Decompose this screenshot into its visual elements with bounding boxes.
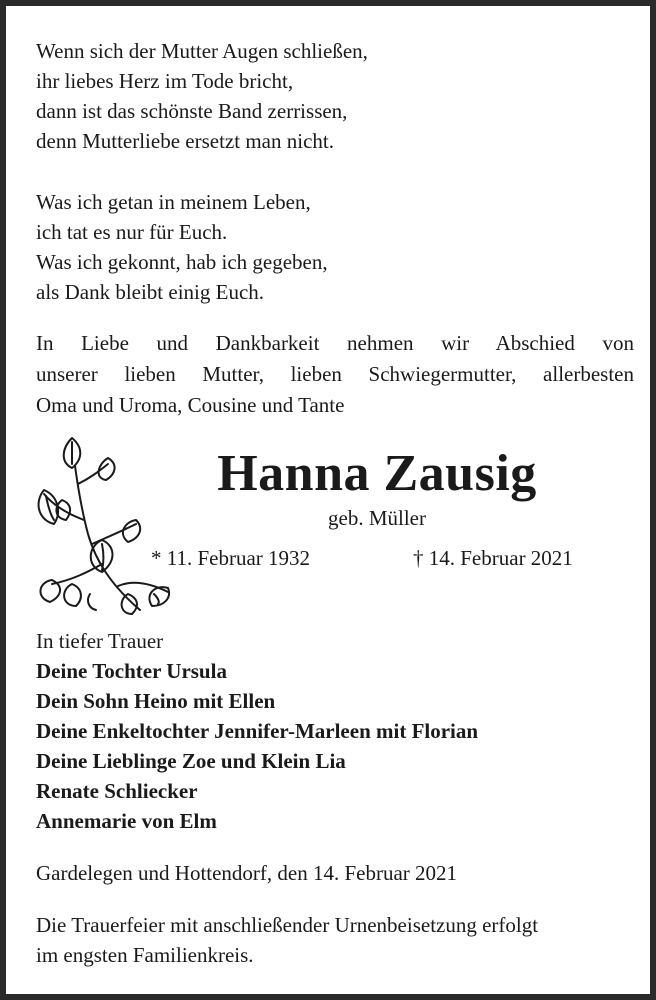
funeral-service-note: [36, 910, 636, 970]
poem-line: als Dank bleibt einig Euch.: [36, 280, 265, 304]
poem-line: ich tat es nur für Euch.: [36, 220, 228, 244]
intro-line: In Liebe und Dankbarkeit nehmen wir Abschied von: [36, 331, 634, 355]
intro-line: Oma und Uroma, Cousine und Tante: [36, 393, 345, 417]
poem-line: Was ich getan in meinem Leben,: [36, 190, 311, 214]
poem-line: ihr liebes Herz im Tode bricht,: [36, 69, 294, 93]
deceased-name: Hanna Zausig: [217, 445, 537, 502]
mourner-name: Deine Tochter Ursula: [36, 659, 227, 683]
mourner-name: Renate Schliecker: [36, 779, 198, 803]
poem-line: denn Mutterliebe ersetzt man nicht.: [36, 129, 334, 153]
place-and-date: Gardelegen und Hottendorf, den 14. Februar 2021: [36, 861, 458, 885]
mourner-name: Dein Sohn Heino mit Ellen: [36, 689, 276, 713]
birth-name: geb. Müller: [328, 506, 426, 530]
birth-date: * 11. Februar 1932: [151, 546, 311, 570]
poem-line: Was ich gekonnt, hab ich gegeben,: [36, 250, 328, 274]
poem-stanza-1: [36, 36, 636, 156]
service-line: im engsten Familienkreis.: [36, 943, 254, 967]
intro-line: unserer lieben Mutter, lieben Schwiegermutter, allerbesten: [36, 362, 634, 386]
farewell-intro: [36, 328, 634, 421]
poem-line: dann ist das schönste Band zerrissen,: [36, 99, 348, 123]
mourner-name: Deine Enkeltochter Jennifer-Marleen mit Florian: [36, 719, 479, 743]
mourner-name: Annemarie von Elm: [36, 809, 217, 833]
death-date: † 14. Februar 2021: [413, 546, 573, 570]
mourner-name: Deine Lieblinge Zoe und Klein Lia: [36, 749, 346, 773]
poem-stanza-2: [36, 187, 636, 307]
poem: [36, 36, 636, 307]
mourners-list: [36, 626, 636, 836]
poem-line: Wenn sich der Mutter Augen schließen,: [36, 39, 368, 63]
mourning-heading: In tiefer Trauer: [36, 629, 164, 653]
service-line: Die Trauerfeier mit anschließender Urnenbeisetzung erfolgt: [36, 913, 539, 937]
